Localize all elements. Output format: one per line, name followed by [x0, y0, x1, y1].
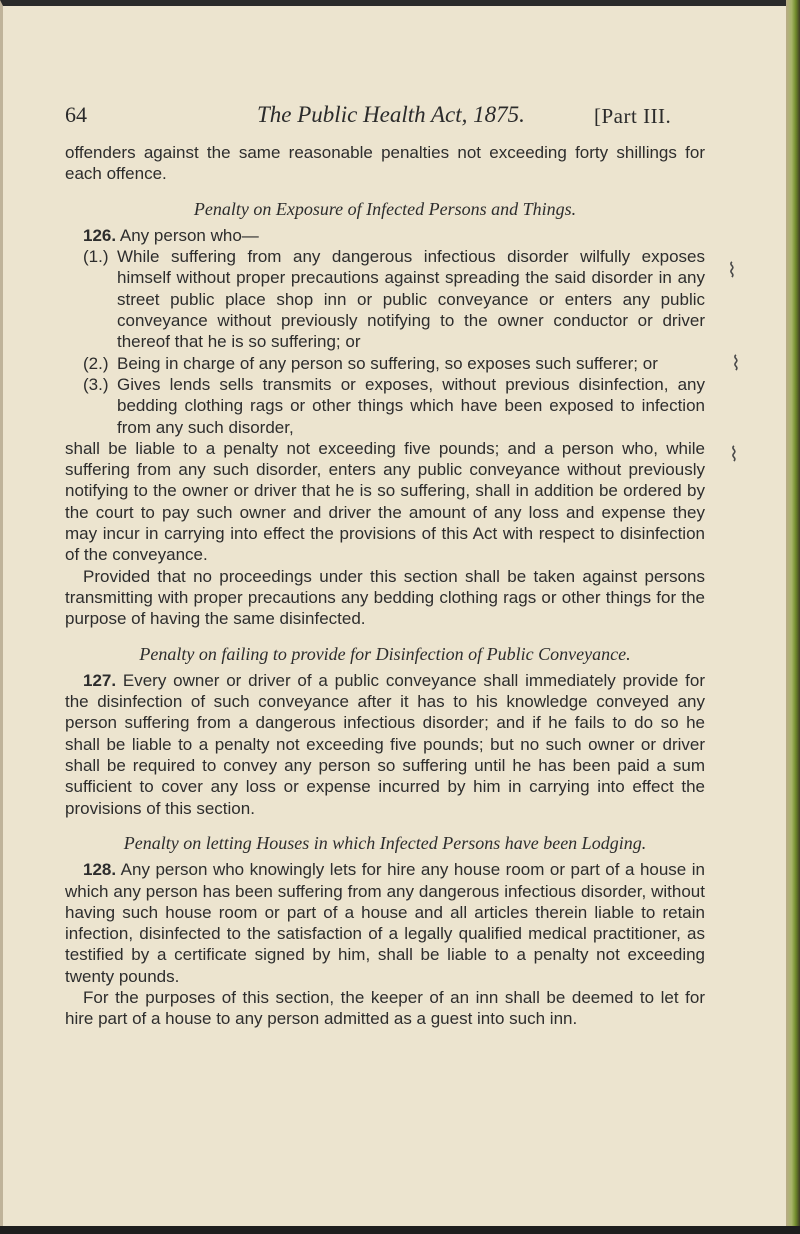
section-heading-127: Penalty on failing to provide for Disinfection of Public Conveyance. — [139, 643, 631, 664]
margin-bracket-mark: ⌇ — [727, 258, 737, 282]
item-text: Gives lends sells transmits or exposes, without previous disinfection, any bedding clothing rags or other things which have been exposed to infection from any such disorder, — [117, 374, 705, 437]
section-128-extra: For the purposes of this section, the keeper of an inn shall be deemed to let for hire part of a house to any person admitted as a guest into such inn. — [65, 987, 705, 1029]
section-126-lead — [65, 225, 705, 246]
part-label: [Part III. — [594, 104, 672, 128]
item-text: While suffering from any dangerous infectious disorder wilfully exposes himself without proper precautions against spreading the said disorder in any street public place shop inn or public conveyance or enters any public conveyance without previously notifying to the owner conductor or driver thereof that he is so suffering; or — [117, 247, 705, 352]
section-number-126: 126. — [83, 225, 117, 245]
page-header — [65, 102, 705, 138]
section-126-penalty: shall be liable to a penalty not exceeding five pounds; and a person who, while suffering from any such disorder, enters any public conveyance without previously notifying to the owner or driver that he is so suffering, shall in addition be ordered by the court to pay such owner and driver the amount of any loss and expense they may incur in carrying into effect the provisions of this Act with respect to disinfection of the conveyance. — [65, 438, 705, 565]
margin-bracket-mark: ⌇ — [729, 442, 739, 466]
section-127-body: Every owner or driver of a public conveyance shall immediately provide for the disinfection of such conveyance after it has to his knowledge conveyed any person suffering from a dangerous infectious disorder; and if he fails to do so he shall be liable to a penalty not exceeding five pounds; but no such owner or driver shall be required to convey any person so suffering until he has been paid a sum sufficient to cover any loss or expense incurred by him in carrying into effect the provisions of this section. — [65, 670, 705, 818]
running-title: The Public Health Act, 1875. — [257, 102, 525, 127]
page-number: 64 — [65, 102, 87, 127]
section-126-item-1 — [65, 246, 705, 352]
item-number: (2.) — [83, 353, 109, 373]
item-text: Being in charge of any person so suffering, so exposes such sufferer; or — [117, 353, 658, 373]
page-bottom-edge — [0, 1226, 800, 1234]
section-number-127: 127. — [83, 670, 117, 690]
section-126-item-2 — [65, 353, 705, 374]
item-number: (1.) — [83, 247, 109, 267]
section-number-128: 128. — [83, 860, 117, 880]
section-heading-128: Penalty on letting Houses in which Infected Persons have been Lodging. — [123, 832, 647, 853]
section-127-text — [65, 670, 705, 819]
margin-bracket-mark: ⌇ — [731, 351, 741, 375]
section-128-body: Any person who knowingly lets for hire any house room or part of a house in which any person has been suffering from any dangerous infectious disorder, without having such house room or part of a house and all articles therein liable to retain infection, disinfected to the satisfaction of a legally qualified medical practitioner, as testified by a certificate signed by him, shall be liable to a penalty not exceeding twenty pounds. — [65, 860, 705, 986]
section-126-lead-text: Any person who— — [119, 225, 259, 245]
page-body — [65, 142, 705, 1030]
section-heading-126: Penalty on Exposure of Infected Persons and Things. — [193, 198, 577, 219]
section-128-text — [65, 859, 705, 987]
section-126-item-3 — [65, 374, 705, 438]
section-126-proviso: Provided that no proceedings under this section shall be taken against persons transmitting with proper precautions any bedding clothing rags or other things for the purpose of having the same disinfected. — [65, 566, 705, 629]
book-gutter — [786, 0, 800, 1234]
item-number: (3.) — [83, 374, 109, 394]
intro-paragraph: offenders against the same reasonable penalties not exceeding forty shillings for each offence. — [65, 143, 705, 184]
